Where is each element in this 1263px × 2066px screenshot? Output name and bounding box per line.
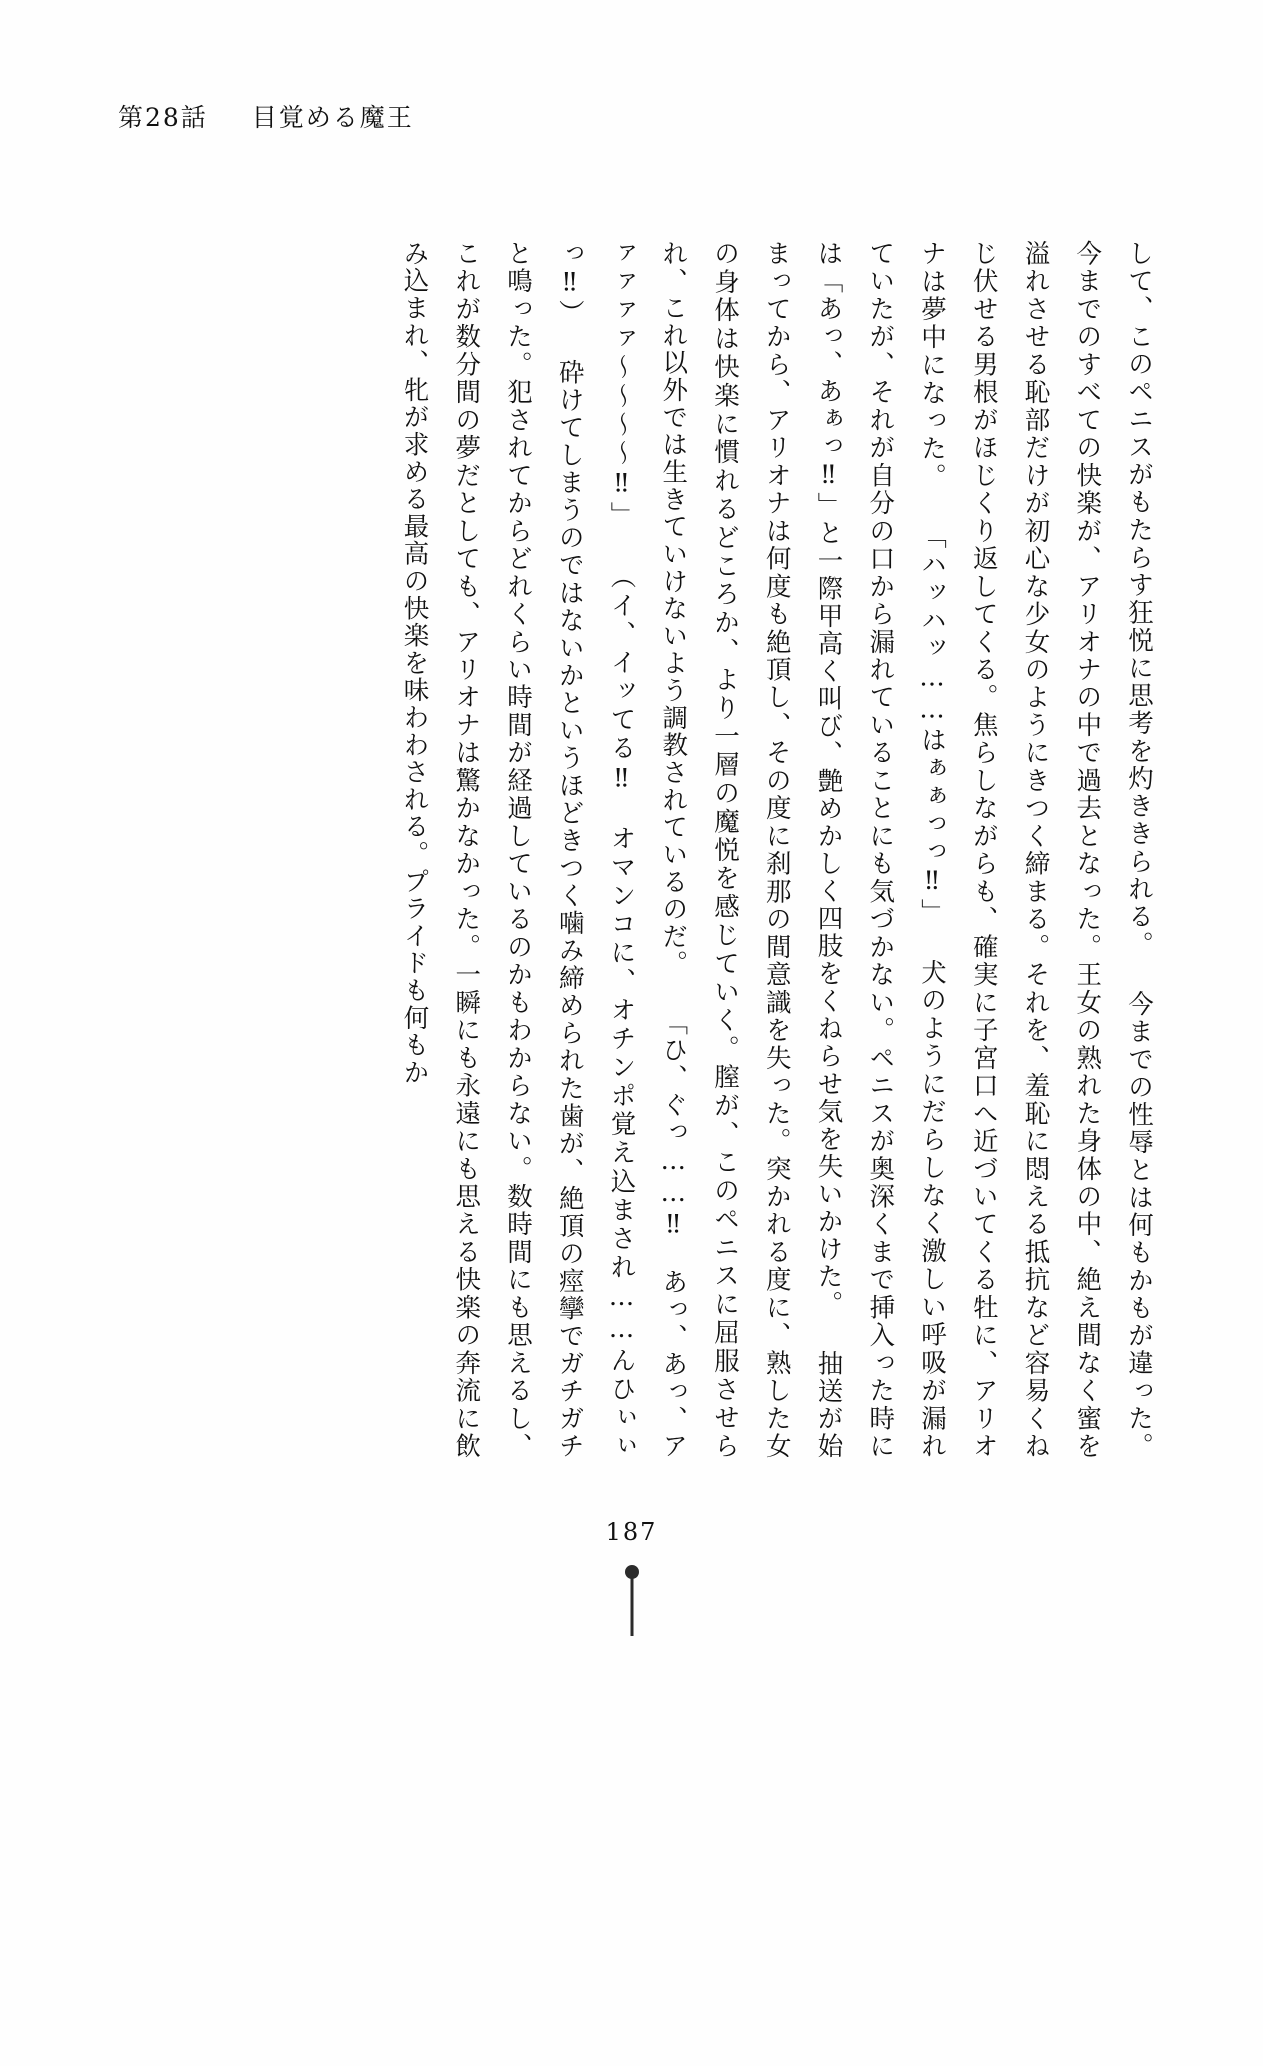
chapter-title: 目覚める魔王	[251, 103, 414, 132]
binding-dot-mark	[625, 1565, 639, 1579]
page-number: 187	[605, 1518, 658, 1546]
body-paragraph: して、このペニスがもたらす狂悦に思考を灼ききられる。 今までの性辱とは何もかもが違った。今までのすべての快楽が、アリオナの中で過去となった。王女の熟れた身体の中、絶え間なく蜜を溢れさせる恥部だけが初心な少女のようにきつく締まる。それを、羞恥に悶える抵抗など容易くねじ伏せる男根がほじくり返してくる。焦らしながらも、確実に子宮口へ近づいてくる牡に、アリオナは夢中になった。 「ハッハッ……はぁぁっっ‼」 犬のようにだらしなく激しい呼吸が漏れていたが、それが自分の口から漏れていることにも気づかない。ペニスが奥深くまで挿入った時には「あっ、あぁっ‼」と一際甲高く叫び、艶めかしく四肢をくねらせ気を失いかけた。 抽送が始まってから、アリオナは何度も絶頂し、その度に刹那の間意識を失った。突かれる度に、熟した女の身体は快楽に慣れるどころか、より一層の魔悦を感じていく。膣が、このペニスに屈服させられ、これ以外では生きていけないよう調教されているのだ。 「ひ、ぐっ……‼ あっ、あっ、アァァァァ～～～～‼」 （イ、イッてる‼ オマンコに、オチンポ覚え込まされ……んひぃぃっ‼） 砕けてしまうのではないかというほどきつく噛み締められた歯が、絶頂の痙攣でガチガチと鳴った。犯されてからどれくらい時間が経過しているのかもわからない。数時間にも思えるし、これが数分間の夢だとしても、アリオナは驚かなかった。一瞬にも永遠にも思える快楽の奔流に飲み込まれ、牝が求める最高の快楽を味わわされる。プライドも何もか	[399, 240, 1154, 1460]
page-body-text	[84, 240, 1164, 1460]
chapter-number: 第28話	[118, 103, 208, 132]
binding-line-mark	[630, 1578, 633, 1636]
chapter-header	[118, 98, 414, 134]
